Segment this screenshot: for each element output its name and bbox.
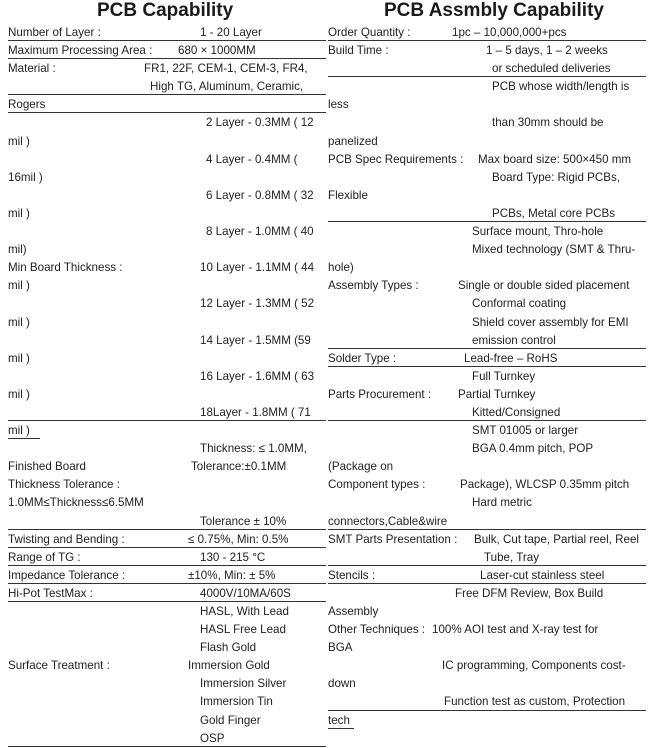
spec-line (328, 350, 650, 368)
spec-line (328, 205, 650, 223)
spec-line (8, 205, 330, 223)
spec-value: Immersion Gold (188, 659, 270, 673)
spec-value: 1 – 5 days, 1 – 2 weeks (486, 44, 608, 58)
spec-value: 10 Layer - 1.1MM ( 44 (200, 261, 315, 275)
spec-line (8, 78, 330, 96)
spec-value: BGA 0.4mm pitch, POP (472, 442, 594, 456)
spec-line (328, 386, 650, 404)
spec-value: FR1, 22F, CEM-1, CEM-3, FR4, (144, 62, 308, 76)
pcb-assembly-capability-list (328, 24, 650, 730)
spec-line (8, 332, 330, 350)
spec-line (328, 440, 650, 458)
spec-line (8, 386, 330, 404)
spec-label: Component types : (328, 478, 426, 492)
spec-value: Free DFM Review, Box Build (455, 586, 604, 600)
spec-line (8, 585, 330, 603)
spec-line (328, 675, 650, 693)
spec-label: connectors,Cable&wire (328, 514, 448, 528)
spec-label: mil ) (8, 134, 30, 148)
spec-value: HASL Free Lead (200, 623, 286, 637)
spec-label: Range of TG : (8, 550, 81, 564)
spec-value: 4000V/10MA/60S (200, 586, 291, 600)
spec-line (328, 476, 650, 494)
spec-line (328, 603, 650, 621)
spec-value: Tube, Tray (484, 550, 539, 564)
spec-value: 8 Layer - 1.0MM ( 40 (206, 225, 314, 239)
spec-value: Bulk, Cut tape, Partial reel, Reel (474, 532, 639, 546)
spec-value: Board Type: Rigid PCBs, (492, 170, 621, 184)
spec-line (328, 42, 650, 60)
spec-label: Hi-Pot TestMax : (8, 586, 93, 600)
spec-line (328, 693, 650, 711)
spec-value: Laser-cut stainless steel (480, 568, 605, 582)
spec-line (328, 513, 650, 531)
spec-value: Gold Finger (200, 713, 261, 727)
spec-value: 14 Layer - 1.5MM (59 (200, 333, 311, 347)
spec-line (328, 567, 650, 585)
spec-line (8, 440, 330, 458)
spec-label: SMT Parts Presentation : (328, 532, 458, 546)
spec-line (8, 730, 330, 748)
spec-label: Parts Procurement : (328, 387, 432, 401)
spec-line (328, 404, 650, 422)
spec-label: 16mil ) (8, 170, 43, 184)
spec-value: Function test as custom, Protection (444, 695, 626, 709)
spec-line (328, 78, 650, 96)
spec-label: Surface Treatment : (8, 659, 110, 673)
spec-line (8, 114, 330, 132)
spec-line (8, 494, 330, 512)
spec-value: SMT 01005 or larger (472, 424, 579, 438)
spec-line (328, 223, 650, 241)
spec-label: hole) (328, 261, 354, 275)
spec-line (8, 657, 330, 675)
spec-line (8, 314, 330, 332)
spec-value: Flash Gold (200, 641, 257, 655)
spec-line (8, 603, 330, 621)
spec-label: mil ) (8, 424, 30, 438)
spec-line (8, 187, 330, 205)
spec-line (8, 621, 330, 639)
spec-value: Thickness: ≤ 1.0MM, (200, 442, 307, 456)
spec-value: 12 Layer - 1.3MM ( 52 (200, 297, 315, 311)
spec-line (328, 114, 650, 132)
spec-label: BGA (328, 641, 353, 655)
spec-value: PCBs, Metal core PCBs (492, 206, 616, 220)
spec-line (328, 332, 650, 350)
spec-value: OSP (200, 731, 225, 745)
spec-label: Build Time : (328, 44, 389, 58)
spec-line (8, 133, 330, 151)
spec-line (8, 549, 330, 567)
spec-line (328, 151, 650, 169)
spec-label: PCB Spec Requirements : (328, 152, 464, 166)
spec-value: Conformal coating (472, 297, 567, 311)
spec-line (328, 422, 650, 440)
spec-label: down (328, 677, 356, 691)
spec-line (8, 259, 330, 277)
spec-value: Hard metric (472, 496, 532, 510)
spec-line (328, 259, 650, 277)
spec-line (8, 368, 330, 386)
spec-value: Lead-free – RoHS (464, 351, 558, 365)
spec-line (8, 458, 330, 476)
spec-line (8, 712, 330, 730)
spec-value: IC programming, Components cost- (442, 659, 626, 673)
spec-value: 1 - 20 Layer (200, 26, 262, 39)
spec-label: 1.0MM≤Thickness≤6.5MM (8, 496, 144, 510)
spec-label: mil ) (8, 279, 30, 293)
spec-line (328, 368, 650, 386)
spec-line (328, 549, 650, 567)
spec-value: 4 Layer - 0.4MM ( (206, 152, 298, 166)
spec-line (8, 476, 330, 494)
spec-value: Single or double sided placement (458, 279, 630, 293)
spec-line (8, 693, 330, 711)
spec-value: Tolerance ± 10% (200, 514, 287, 528)
spec-label: Material : (8, 62, 56, 76)
spec-value: ≤ 0.75%, Min: 0.5% (188, 532, 289, 546)
spec-label: Maximum Processing Area : (8, 44, 153, 58)
spec-line (328, 458, 650, 476)
spec-line (8, 241, 330, 259)
spec-value: Kitted/Consigned (472, 405, 561, 419)
spec-line (8, 531, 330, 549)
spec-value: than 30mm should be (492, 116, 604, 130)
spec-line (8, 169, 330, 187)
spec-value: Package), WLCSP 0.35mm pitch (460, 478, 630, 492)
spec-label: mil) (8, 243, 27, 257)
spec-label: (Package on (328, 460, 394, 474)
spec-value: 16 Layer - 1.6MM ( 63 (200, 369, 315, 383)
spec-line (328, 60, 650, 78)
spec-line (328, 133, 650, 151)
spec-line (328, 712, 358, 730)
spec-line (328, 585, 650, 603)
pcb-capability-heading: PCB Capability (97, 0, 234, 21)
spec-value: 2 Layer - 0.3MM ( 12 (206, 116, 314, 130)
spec-value: Partial Turnkey (458, 387, 536, 401)
spec-line (8, 295, 330, 313)
spec-value: PCB whose width/length is (492, 80, 630, 94)
spec-label: tech (328, 713, 350, 727)
spec-value: Surface mount, Thro-hole (472, 225, 604, 239)
spec-label: mil ) (8, 351, 30, 365)
spec-value: Shield cover assembly for EMI (472, 315, 629, 329)
spec-value: 18Layer - 1.8MM ( 71 (200, 405, 311, 419)
spec-line (8, 567, 330, 585)
spec-label: panelized (328, 134, 378, 148)
spec-label: Rogers (8, 98, 46, 112)
spec-label: Flexible (328, 188, 368, 202)
spec-value: 680 × 1000MM (178, 44, 256, 58)
spec-line (8, 675, 330, 693)
spec-label: Min Board Thickness : (8, 261, 123, 275)
spec-value: Immersion Tin (200, 695, 273, 709)
pcb-capability-list (8, 24, 330, 748)
spec-label: mil ) (8, 387, 30, 401)
spec-line (328, 295, 650, 313)
spec-value: HASL, With Lead (200, 605, 289, 618)
spec-label: mil ) (8, 206, 30, 220)
spec-label: Finished Board (8, 460, 86, 474)
spec-value: or scheduled deliveries (492, 62, 611, 76)
spec-line (328, 314, 650, 332)
spec-line (8, 24, 330, 42)
spec-line (328, 639, 650, 657)
spec-line (328, 494, 650, 512)
spec-value: Max board size: 500×450 mm (478, 152, 632, 166)
spec-label: Twisting and Bending : (8, 532, 125, 546)
spec-value: emission control (472, 333, 556, 347)
spec-label: Thickness Tolerance : (8, 478, 120, 492)
spec-line (8, 404, 330, 422)
spec-value: 100% AOI test and X-ray test for (432, 623, 599, 637)
spec-value: Tolerance:±0.1MM (191, 460, 287, 474)
spec-line (328, 531, 650, 549)
spec-line (328, 241, 650, 259)
spec-line (8, 151, 330, 169)
spec-line (328, 277, 650, 295)
spec-line (8, 277, 330, 295)
spec-line (8, 513, 330, 531)
spec-line (328, 187, 650, 205)
spec-line (328, 621, 650, 639)
spec-label: Order Quantity : (328, 26, 411, 39)
spec-value: High TG, Aluminum, Ceramic, (150, 80, 304, 94)
spec-label: mil ) (8, 315, 30, 329)
spec-line (8, 223, 330, 241)
spec-label: Stencils : (328, 568, 376, 582)
spec-line (328, 24, 650, 42)
spec-value: 130 - 215 °C (200, 550, 266, 564)
spec-label: Solder Type : (328, 351, 397, 365)
spec-line (328, 96, 650, 114)
spec-label: Impedance Tolerance : (8, 568, 126, 582)
spec-line (8, 60, 330, 78)
spec-line (8, 350, 330, 368)
spec-line (8, 422, 44, 440)
spec-value: 6 Layer - 0.8MM ( 32 (206, 188, 314, 202)
spec-label: less (328, 98, 349, 112)
spec-value: Mixed technology (SMT & Thru- (472, 243, 636, 257)
spec-value: Full Turnkey (472, 369, 536, 383)
spec-label: Number of Layer : (8, 26, 101, 39)
spec-value: ±10%, Min: ± 5% (188, 568, 276, 582)
spec-line (8, 96, 330, 114)
spec-line (8, 639, 330, 657)
spec-line (8, 42, 330, 60)
spec-label: Other Techniques : (328, 623, 426, 637)
spec-line (328, 169, 650, 187)
spec-value: Immersion Silver (200, 677, 287, 691)
spec-label: Assembly (328, 605, 379, 618)
pcb-assembly-capability-heading: PCB Assmbly Capability (384, 0, 604, 21)
spec-line (328, 657, 650, 675)
spec-value: 1pc – 10,000,000+pcs (452, 26, 567, 39)
spec-label: Assembly Types : (328, 279, 419, 293)
